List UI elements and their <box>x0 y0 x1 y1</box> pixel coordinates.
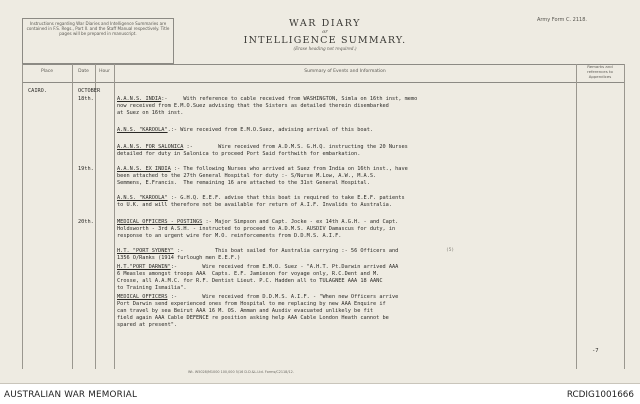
entry-line: 6 Measles amongst troops AAA Capts. E.F. Jamieson for voyage only, R.C.Dent and M. <box>117 270 380 277</box>
column-rule <box>95 64 96 369</box>
entry-heading: MEDICAL OFFICERS - POSTINGS <box>117 219 203 225</box>
entry-date: 20th. <box>78 219 94 225</box>
entry-heading: A.A.N.S. FOR SALONICA <box>117 144 184 150</box>
entry-line: response to an urgent wire for M.O. reinforcements from D.D.M.S. A.I.F. <box>117 232 342 239</box>
entry-line: Port Darwin send experienced ones from Hospital to me replacing by new AAA Enquire if <box>117 300 386 307</box>
entry-date: 19th. <box>78 166 94 172</box>
column-header-place: Place <box>41 69 53 74</box>
diary-entry <box>117 195 405 209</box>
entry-line: :- Wire received from E.M.O. Suez - "A.H.T. Pt.Darwin arrived AAA <box>170 264 399 270</box>
entry-heading: MEDICAL OFFICERS <box>117 294 168 300</box>
entry-date: 18th. <box>78 96 94 102</box>
header-rule-bottom <box>22 82 624 83</box>
column-header-date: Date <box>78 69 89 74</box>
column-rule <box>576 64 577 369</box>
page-mark: -7 <box>592 348 599 354</box>
entry-line: :- Wire received from A.D.M.S. G.H.Q. instructing the 20 Nurses <box>183 144 408 150</box>
column-rule <box>114 64 115 369</box>
entry-heading: A.N.S. "KAROOLA" <box>117 127 168 133</box>
entry-line: can travel by sea Beirut AAA 16 M. OS. Amman and Ausdiv evacuated unlikely be fit <box>117 307 374 314</box>
diary-entry <box>117 248 398 262</box>
instructions-box: Instructions regarding War Diaries and Intelligence Summaries are contained in F.S. Regs., Part II. and the Staff Manual respectively. Title pages will be prepared in manuscript. <box>22 18 174 64</box>
diary-entry <box>117 166 408 187</box>
title-note: (Erase heading not required.) <box>293 46 357 51</box>
entry-line: to U.K. and will therefore not be available for return of A.I.F. Invalids to Australia. <box>117 201 392 208</box>
ink-annotation: (5) <box>446 248 455 253</box>
diary-entry <box>117 219 398 240</box>
entry-line: field again AAA Cable DEFENCE re position asking help AAA Cable London Heath cannot be <box>117 314 389 321</box>
title-or: or <box>322 29 328 35</box>
army-form-number: Army Form C. 2118. <box>537 17 587 23</box>
entry-line: Holdsworth - 3rd A.S.H. - instructed to proceed to A.D.M.S. AUSDIV Damascus for duty, in <box>117 225 396 232</box>
printer-note: Wt. W5028/M1000 100,000 5/16 D.D.&L.Ltd. Forms/C2118/12. <box>188 370 294 374</box>
entry-line: :- Major Simpson and Capt. Jocke - ex 14th A.G.H. - and Capt. <box>202 219 399 225</box>
column-rule <box>72 64 73 369</box>
entry-line: :- The following Nurses who arrived at Suez from India on 16th inst., have <box>170 166 408 172</box>
archive-footer <box>0 384 640 404</box>
column-header-summary: Summary of Events and Information <box>304 69 386 74</box>
entry-line: spared at present". <box>117 321 178 328</box>
diary-entry <box>117 144 408 158</box>
entry-heading: H.T."PORT DARWIN" <box>117 264 171 270</box>
entry-line: 1356 O/Ranks (1914 furlough men E.E.F.) <box>117 254 241 261</box>
record-reference: RCDIG1001666 <box>566 390 634 400</box>
entry-line: Crosse, all A.A.M.C. for R.F. Dentist Lieut. P.C. Hadden all to TULAGNEE AAA 18 AANC <box>117 277 383 284</box>
entry-line: :- Wire received from D.D.M.S. A.I.F. - "When new Officers arrive <box>167 294 399 300</box>
entry-line: to Training Ismailia". <box>117 284 187 291</box>
diary-entry <box>117 264 398 292</box>
column-header-remarks: Remarks and references to Appendices <box>587 64 613 79</box>
title-intelligence-summary: INTELLIGENCE SUMMARY. <box>243 35 407 46</box>
diary-entry <box>117 294 398 329</box>
diary-entry <box>117 96 417 117</box>
entry-heading: A.A.N.S. INDIA <box>117 96 162 102</box>
entry-line: .:- Wire received from E.M.O.Suez, advising arrival of this boat. <box>167 127 374 133</box>
month-label: OCTOBER <box>78 88 101 94</box>
entry-line: Semmens, E.Francis. The remaining 16 are attached to the 31st General Hospital. <box>117 179 370 186</box>
entry-line: :- This boat sailed for Australia carrying :- 56 Officers and <box>173 248 399 254</box>
diary-entry <box>117 127 373 134</box>
title-block <box>190 18 460 52</box>
institution-name: AUSTRALIAN WAR MEMORIAL <box>4 390 138 400</box>
entry-line: been attached to the 27th General Hospital for duty :- S/Nurse M.Low, A.W., M.A.S. <box>117 172 377 179</box>
entry-line: now received from E.M.O.Suez advising that the Sisters as detailed therein disembarked <box>117 102 389 109</box>
title-war-diary: WAR DIARY <box>288 18 362 29</box>
header-rule-top <box>22 64 624 65</box>
column-rule <box>624 64 625 369</box>
entry-line: :- G.H.Q. E.E.F. advise that this boat is required to take E.E.F. patients <box>167 195 405 201</box>
entry-heading: A.N.S. "KAROOLA" <box>117 195 168 201</box>
place-cairo: CAIRO. <box>28 88 47 94</box>
entry-line: detailed for duty in Salonica to proceed Port Said forthwith for embarkation. <box>117 150 361 157</box>
entry-line: :- With reference to cable received from WASHINGTON, Simla on 16th inst, memo <box>161 96 418 102</box>
entry-heading: H.T. "PORT SYDNEY" <box>117 248 174 254</box>
column-rule <box>22 64 23 369</box>
entry-line: at Suez on 16th inst. <box>117 109 184 116</box>
column-header-hour: Hour <box>99 69 110 74</box>
entry-heading: A.A.N.S. EX INDIA <box>117 166 171 172</box>
